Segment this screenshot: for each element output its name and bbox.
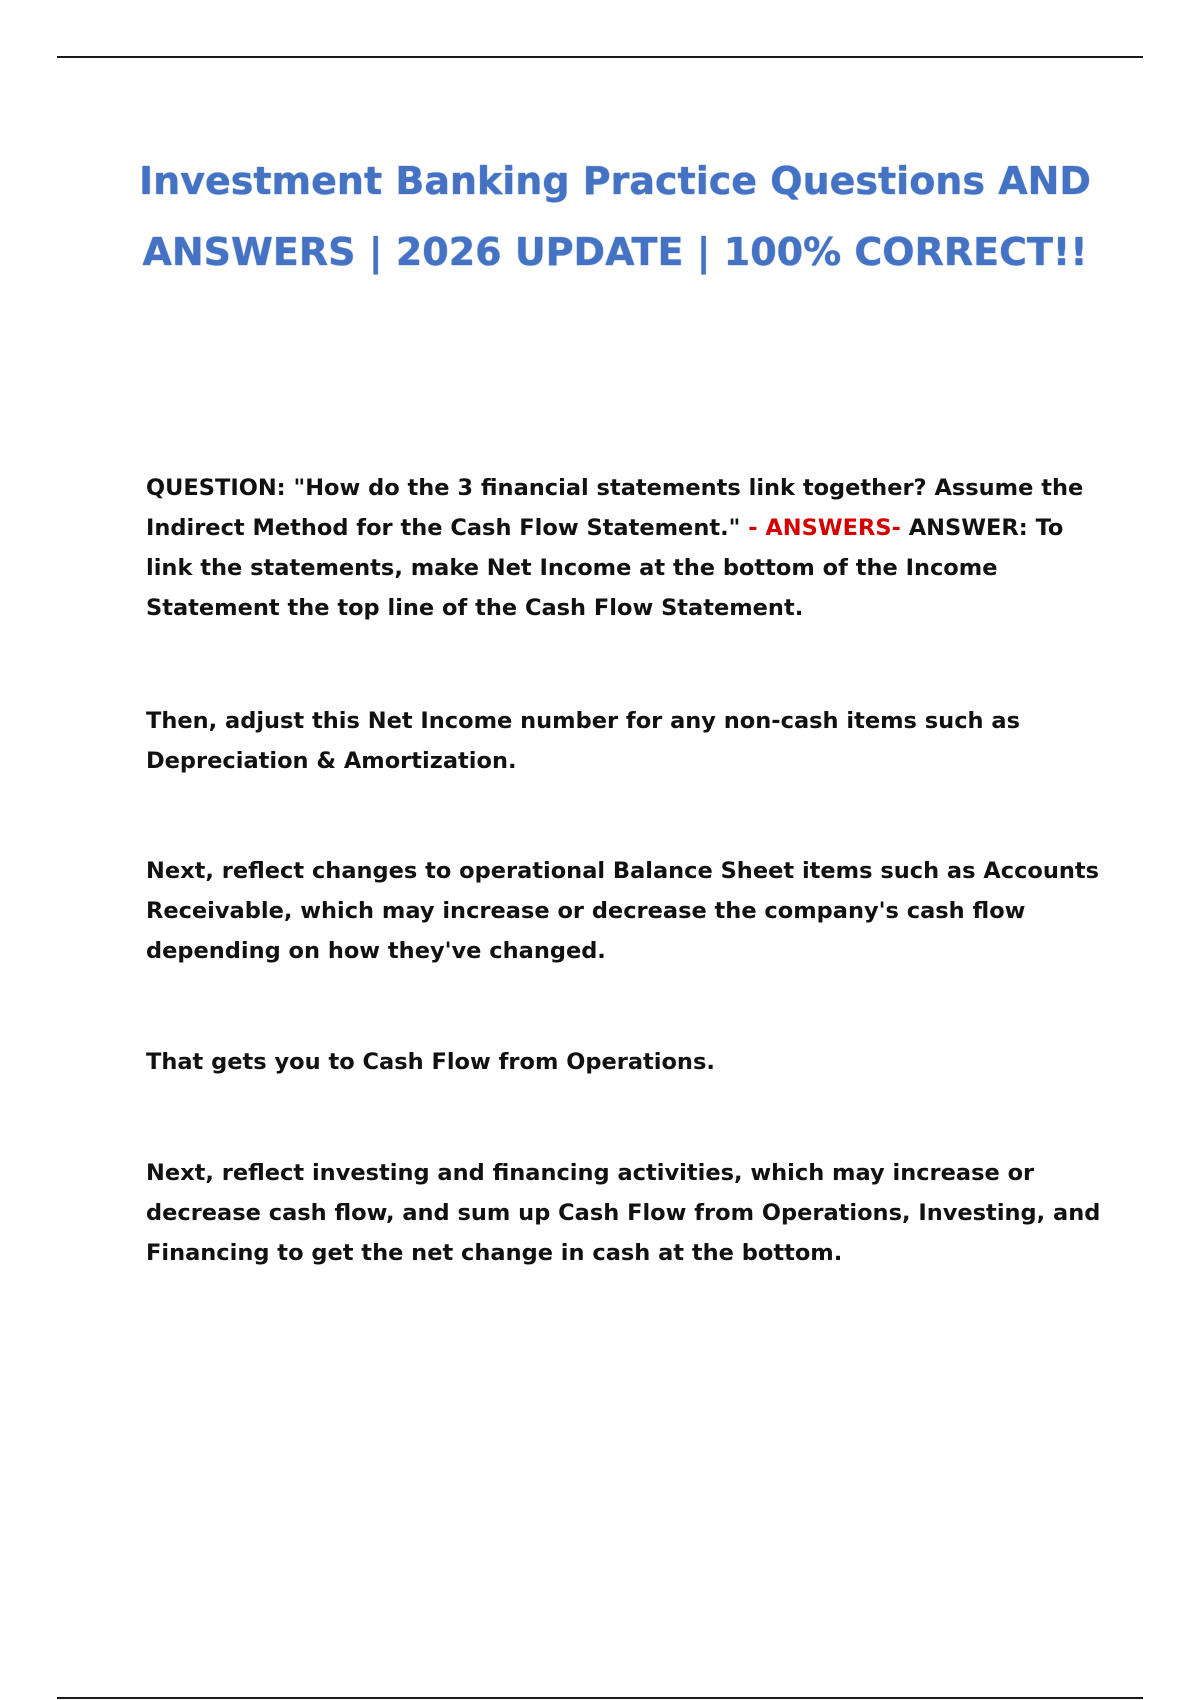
answer-paragraph-4: Next, reflect investing and financing activities, which may increase or decrease cash flow, and sum up Cash Flow from Operations, Investing, and Financing to get the net change in cash at the bottom.	[146, 1160, 1101, 1266]
answer-paragraph-3: That gets you to Cash Flow from Operations.	[146, 1049, 715, 1075]
answer-paragraph-1: Then, adjust this Net Income number for any non-cash items such as Depreciation & Amortization.	[146, 708, 1020, 774]
answers-marker: - ANSWERS-	[748, 515, 901, 541]
document-title: Investment Banking Practice Questions AND ANSWERS | 2026 UPDATE | 100% CORRECT!!	[139, 159, 1091, 274]
answer-text: To link the statements, make Net Income at the bottom of the Income Statement the top line of the Cash Flow Statement.	[146, 515, 1064, 621]
question-prefix: QUESTION:	[146, 475, 286, 501]
question-text: "How do the 3 financial statements link together? Assume the Indirect Method for the Cash Flow Statement."	[146, 475, 1084, 541]
question-block	[146, 468, 1106, 628]
bottom-rule	[57, 1697, 1143, 1699]
document-body	[146, 468, 1106, 1273]
top-rule	[57, 56, 1143, 58]
answer-paragraph-2: Next, reflect changes to operational Balance Sheet items such as Accounts Receivable, which may increase or decrease the company's cash flow depending on how they've changed.	[146, 858, 1100, 964]
answer-prefix: ANSWER:	[908, 515, 1028, 541]
